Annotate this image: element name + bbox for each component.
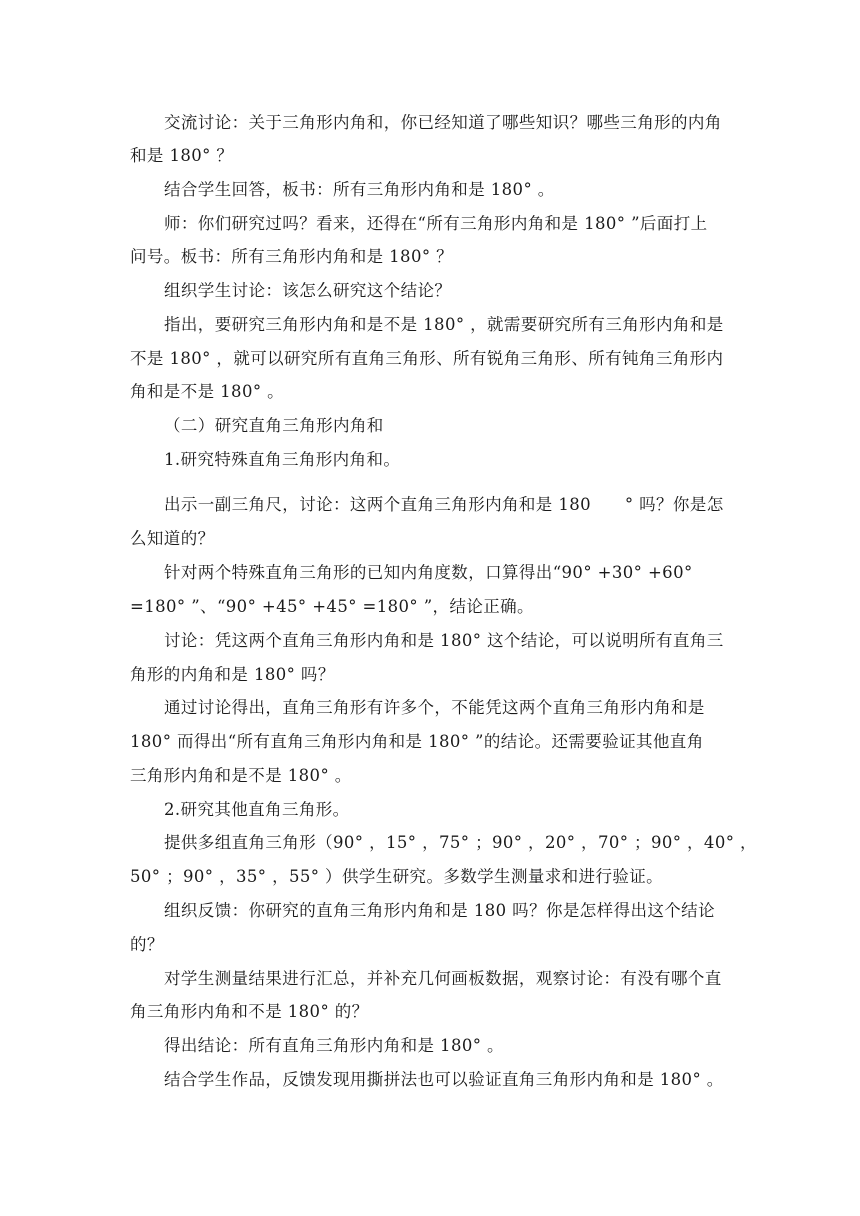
paragraph-provide-groups-line-2: 50° ；90° ，35° ，55° ）供学生研究。多数学生测量求和进行验证。 [130, 867, 664, 886]
section-heading-right-triangle: （二）研究直角三角形内角和 [164, 416, 384, 435]
paragraph-summary-line-2: 角三角形内角和不是 180° 的？ [130, 1002, 369, 1021]
paragraph-teacher-line-1: 师：你们研究过吗？看来，还得在“所有三角形内角和是 180° ”后面打上 [164, 214, 708, 233]
paragraph-board-writing: 结合学生回答，板书：所有三角形内角和是 180° 。 [164, 180, 555, 199]
paragraph-triangle-ruler-line-1: 出示一副三角尺，讨论：这两个直角三角形内角和是 180 ° 吗？你是怎 [164, 495, 724, 514]
paragraph-point-out-line-1: 指出，要研究三角形内角和是不是 180° ，就需要研究所有三角形内角和是 [164, 315, 724, 334]
paragraph-conclusion-line-3: 三角形内角和是不是 180° 。 [130, 766, 352, 785]
paragraph-mental-calc-line-2: =180° ”、“90° +45° +45° =180° ”，结论正确。 [130, 597, 534, 616]
paragraph-summary-line-1: 对学生测量结果进行汇总，并补充几何画板数据，观察讨论：有没有哪个直 [164, 969, 722, 988]
paragraph-feedback-line-2: 的？ [130, 935, 164, 954]
paragraph-discuss-line-1: 讨论：凭这两个直角三角形内角和是 180° 这个结论，可以说明所有直角三 [164, 631, 724, 650]
paragraph-organize-discussion: 组织学生讨论：该怎么研究这个结论？ [164, 281, 452, 300]
paragraph-discuss-line-2: 角形的内角和是 180° 吗？ [130, 665, 335, 684]
subsection-heading-2: 2.研究其他直角三角形。 [164, 800, 350, 819]
paragraph-discussion-line-2: 和是 180° ？ [130, 146, 234, 165]
paragraph-point-out-line-3: 角和是不是 180° 。 [130, 382, 285, 401]
paragraph-triangle-ruler-line-2: 么知道的？ [130, 529, 215, 548]
paragraph-conclusion-line-2: 180° 而得出“所有直角三角形内角和是 180° ”的结论。还需要验证其他直角 [130, 732, 704, 751]
paragraph-provide-groups-line-1: 提供多组直角三角形（90° ，15° ，75° ；90° ，20° ，70° ；90° ，40° ， [164, 833, 757, 852]
subsection-heading-1: 1.研究特殊直角三角形内角和。 [164, 450, 401, 469]
paragraph-point-out-line-2: 不是 180° ，就可以研究所有直角三角形、所有锐角三角形、所有钝角三角形内 [130, 349, 724, 368]
paragraph-feedback-line-1: 组织反馈：你研究的直角三角形内角和是 180 吗？你是怎样得出这个结论 [164, 901, 715, 920]
paragraph-conclusion-line-1: 通过讨论得出，直角三角形有许多个，不能凭这两个直角三角形内角和是 [164, 698, 705, 717]
paragraph-final-conclusion: 得出结论：所有直角三角形内角和是 180° 。 [164, 1036, 504, 1055]
paragraph-mental-calc-line-1: 针对两个特殊直角三角形的已知内角度数，口算得出“90° +30° +60° [164, 563, 693, 582]
paragraph-discussion-line-1: 交流讨论：关于三角形内角和，你已经知道了哪些知识？哪些三角形的内角 [164, 113, 722, 132]
paragraph-tear-and-join: 结合学生作品，反馈发现用撕拼法也可以验证直角三角形内角和是 180° 。 [164, 1070, 724, 1089]
paragraph-teacher-line-2: 问号。板书：所有三角形内角和是 180° ？ [130, 247, 454, 266]
